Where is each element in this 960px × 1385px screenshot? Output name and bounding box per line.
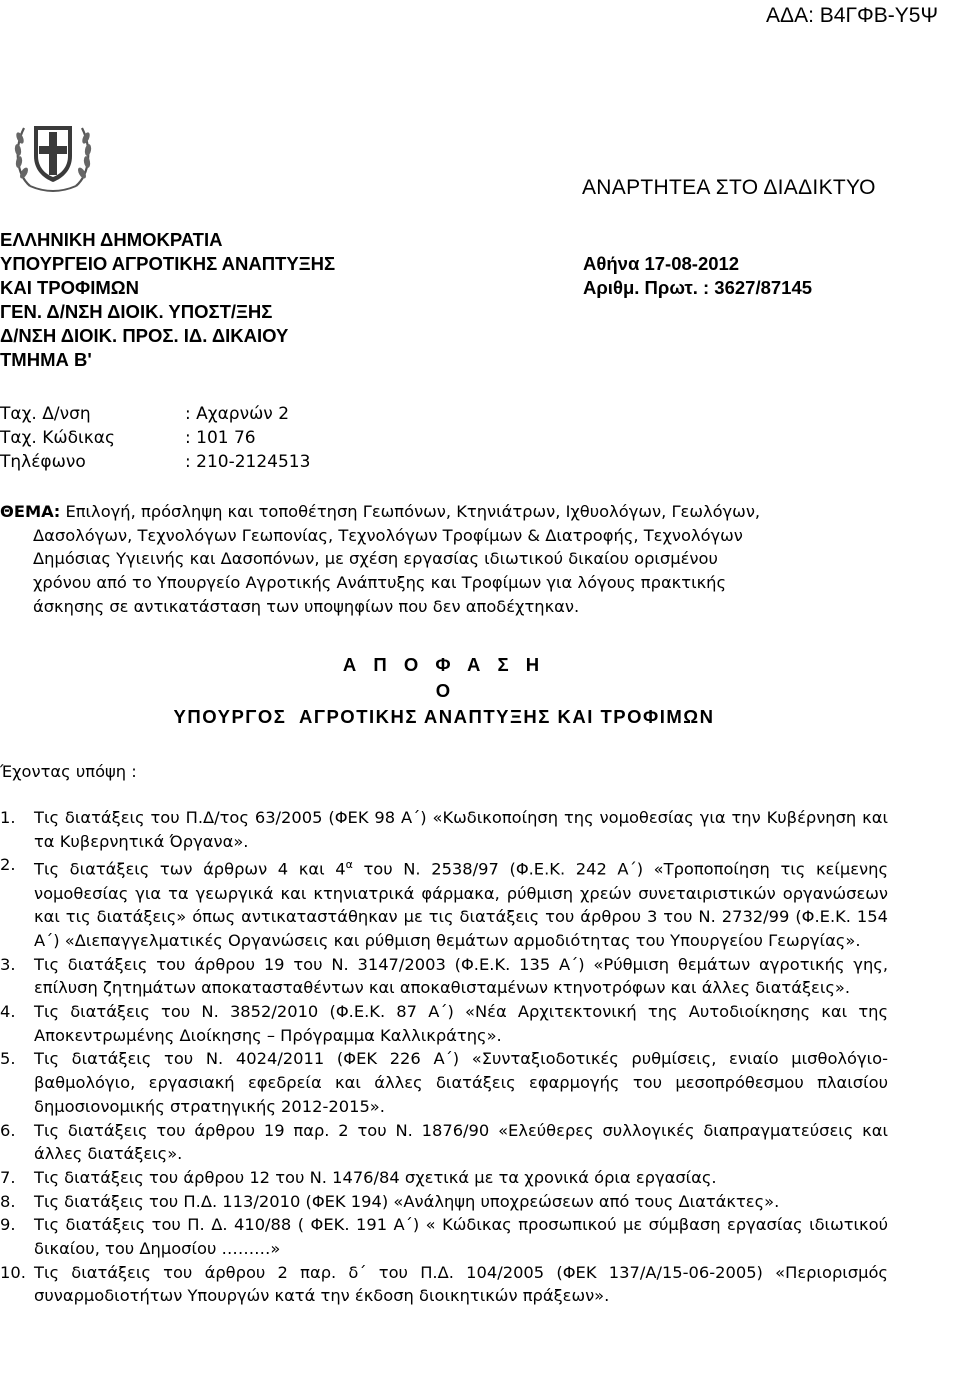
decision-minister: ΥΠΟΥΡΓΟΣ ΑΓΡΟΤΙΚΗΣ ΑΝΑΠΤΥΞΗΣ ΚΑΙ ΤΡΟΦΙΜΩΝ xyxy=(173,706,715,727)
item-text: Τις διατάξεις του Ν. 4024/2011 (ΦΕΚ 226 Α΄) «Συνταξιοδοτικές ρυθμίσεις, ενιαίο μισθολόγιο-βαθμολόγιο, εργασιακή εφεδρεία και άλλες διατάξεις εφαρμογής του μεσοπρόθεσμου πλαισίου δημοσιονομικής στρατηγικής 2012-2015». xyxy=(34,1049,888,1116)
item-number: 8. xyxy=(0,1191,16,1211)
item-text: Τις διατάξεις του άρθρου 2 παρ. δ΄ του Π.Δ. 104/2005 (ΦΕΚ 137/Α/15-06-2005) «Περιορισμός συναρμοδιοτήτων Υπουργών κατά την έκδοση διοικητικών πράξεων». xyxy=(34,1262,888,1306)
subject-block xyxy=(0,500,888,619)
item-number: 10. xyxy=(0,1262,26,1282)
item-number: 7. xyxy=(0,1167,16,1187)
list-item xyxy=(0,1166,888,1190)
header-line: Δ/ΝΣΗ ΔΙΟΙΚ. ΠΡΟΣ. ΙΔ. ΔΙΚΑΙΟΥ xyxy=(0,325,289,346)
issuer-header xyxy=(0,228,335,372)
date-protocol-block xyxy=(583,252,812,300)
item-text: Τις διατάξεις του άρθρου 19 παρ. 2 του Ν. 1876/90 «Ελεύθερες συλλογικές διαπραγματεύσεις και άλλες διατάξεις». xyxy=(34,1120,888,1164)
address-row xyxy=(0,402,310,426)
subject-first-line: Επιλογή, πρόσληψη και τοποθέτηση Γεωπόνων, Κτηνιάτρων, Ιχθυολόγων, Γεωλόγων, xyxy=(60,502,761,521)
list-item xyxy=(0,1190,888,1214)
item-text: Τις διατάξεις του Ν. 3852/2010 (Φ.Ε.Κ. 87 Α΄) «Νέα Αρχιτεκτονική της Αυτοδιοίκησης και της Αποκεντρωμένης Διοίκησης – Πρόγραμμα Καλλικράτης». xyxy=(34,1002,888,1045)
list-item xyxy=(0,806,888,853)
having-regard-label: Έχοντας υπόψη : xyxy=(0,762,137,781)
list-item xyxy=(0,1000,888,1047)
header-line: ΥΠΟΥΡΓΕΙΟ ΑΓΡΟΤΙΚΗΣ ΑΝΑΠΤΥΞΗΣ xyxy=(0,253,336,274)
address-value: : Αχαρνών 2 xyxy=(185,404,290,424)
subject-line: άσκησης σε αντικατάσταση των υποψηφίων που δεν αποδέχτηκαν. xyxy=(33,596,580,616)
item-text: Τις διατάξεις του Π. Δ. 410/88 ( ΦΕΚ. 191 Α΄) « Κώδικας προσωπικού με σύμβαση εργασίας ιδιωτικού δικαίου, του Δημοσίου ………» xyxy=(34,1215,888,1259)
subject-line: Δασολόγων, Τεχνολόγων Γεωπονίας, Τεχνολόγων Τροφίμων & Διατροφής, Τεχνολόγων xyxy=(33,525,743,545)
item-number: 4. xyxy=(0,1002,16,1022)
greek-coat-of-arms-icon xyxy=(8,108,98,198)
protocol-number: Αριθμ. Πρωτ. : 3627/87145 xyxy=(583,277,813,298)
item-text: Τις διατάξεις των άρθρων 4 και $4^\alpha$ του Ν. 2538/97 (Φ.Ε.Κ. 242 Α΄) «Τροποποίηση τις κείμενης νομοθεσίας για τα γεωργικά και κτηνιατρικά φάρμακα, ρύθμιση χρεών συνεταιριστικών οργανώσεων και τις διατάξεις» όπως αντικαταστάθηκαν με τις διατάξεις του άρθρου 3 του Ν. 2732/99 (Φ.Ε.Κ. 154 Α΄) «Διεπαγγελματικές Οργανώσεις και ρύθμιση θεμάτων αρμοδιότητας του Υπουργείου Γεωργίας». xyxy=(34,858,888,950)
item-text: Τις διατάξεις του Π.Δ. 113/2010 (ΦΕΚ 194) «Ανάληψη υποχρεώσεων από τους Διατάκτες». xyxy=(34,1191,780,1211)
ada-code: ΑΔΑ: Β4ΓΦΒ-Υ5Ψ xyxy=(766,4,938,27)
item-number: 2. xyxy=(0,855,16,875)
header-line: ΕΛΛΗΝΙΚΗ ΔΗΜΟΚΡΑΤΙΑ xyxy=(0,229,223,250)
address-row xyxy=(0,426,310,450)
subject-line: Δημόσιας Υγιεινής και Δασοπόνων, με σχέση εργασίας ιδιωτικού δικαίου ορισμένου xyxy=(33,549,718,569)
address-key: Τηλέφωνο xyxy=(0,452,86,472)
header-line: ΓΕΝ. Δ/ΝΣΗ ΔΙΟΙΚ. ΥΠΟΣΤ/ΞΗΣ xyxy=(0,301,273,322)
item-number: 3. xyxy=(0,954,16,974)
superscript-alpha: α xyxy=(345,858,353,872)
list-item xyxy=(0,1261,888,1308)
item-number: 9. xyxy=(0,1215,16,1235)
item-number: 5. xyxy=(0,1049,16,1069)
list-item xyxy=(0,853,888,952)
address-row xyxy=(0,450,310,474)
header-line: ΤΜΗΜΑ Β' xyxy=(0,349,92,370)
item-text: Τις διατάξεις του άρθρου 12 του Ν. 1476/84 σχετικά με τα χρονικά όρια εργασίας. xyxy=(34,1167,717,1187)
decision-title: Α Π Ο Φ Α Σ Η xyxy=(342,654,546,675)
decision-article: Ο xyxy=(435,680,453,701)
list-item xyxy=(0,1119,888,1166)
address-key: Ταχ. Κώδικας xyxy=(0,428,115,448)
list-item xyxy=(0,1213,888,1260)
header-line: ΚΑΙ ΤΡΟΦΙΜΩΝ xyxy=(0,277,139,298)
address-value: : 101 76 xyxy=(185,428,256,448)
subject-line: χρόνου από το Υπουργείο Αγροτικής Ανάπτυξης και Τροφίμων για λόγους πρακτικής xyxy=(33,573,727,593)
item-number: 1. xyxy=(0,808,16,827)
item-number: 6. xyxy=(0,1120,16,1140)
item-text: Τις διατάξεις του άρθρου 19 του Ν. 3147/2003 (Φ.Ε.Κ. 135 Α΄) «Ρύθμιση θεμάτων αγροτικής γης, επίλυση ζητημάτων αποκατασταθέντων και αποκαθισταμένων κτηνοτρόφων και άλλες διατάξεις». xyxy=(34,954,888,998)
address-value: : 210-2124513 xyxy=(185,452,311,472)
item-text: Τις διατάξεις του Π.Δ/τος 63/2005 (ΦΕΚ 98 Α΄) «Κωδικοποίηση της νομοθεσίας για την Κυβέρνηση και τα Κυβερνητικά Όργανα». xyxy=(34,808,888,851)
list-item xyxy=(0,953,888,1000)
posted-online-notice: ΑΝΑΡΤΗΤΕΑ ΣΤΟ ΔΙΑΔΙΚΤΥΟ xyxy=(582,176,876,199)
address-key: Ταχ. Δ/νση xyxy=(0,404,91,424)
legal-basis-list xyxy=(0,806,888,1308)
address-block xyxy=(0,402,310,474)
list-item xyxy=(0,1047,888,1118)
date-line: Αθήνα 17-08-2012 xyxy=(583,253,740,274)
subject-label: ΘΕΜΑ: xyxy=(0,502,61,521)
decision-heading xyxy=(0,652,888,730)
